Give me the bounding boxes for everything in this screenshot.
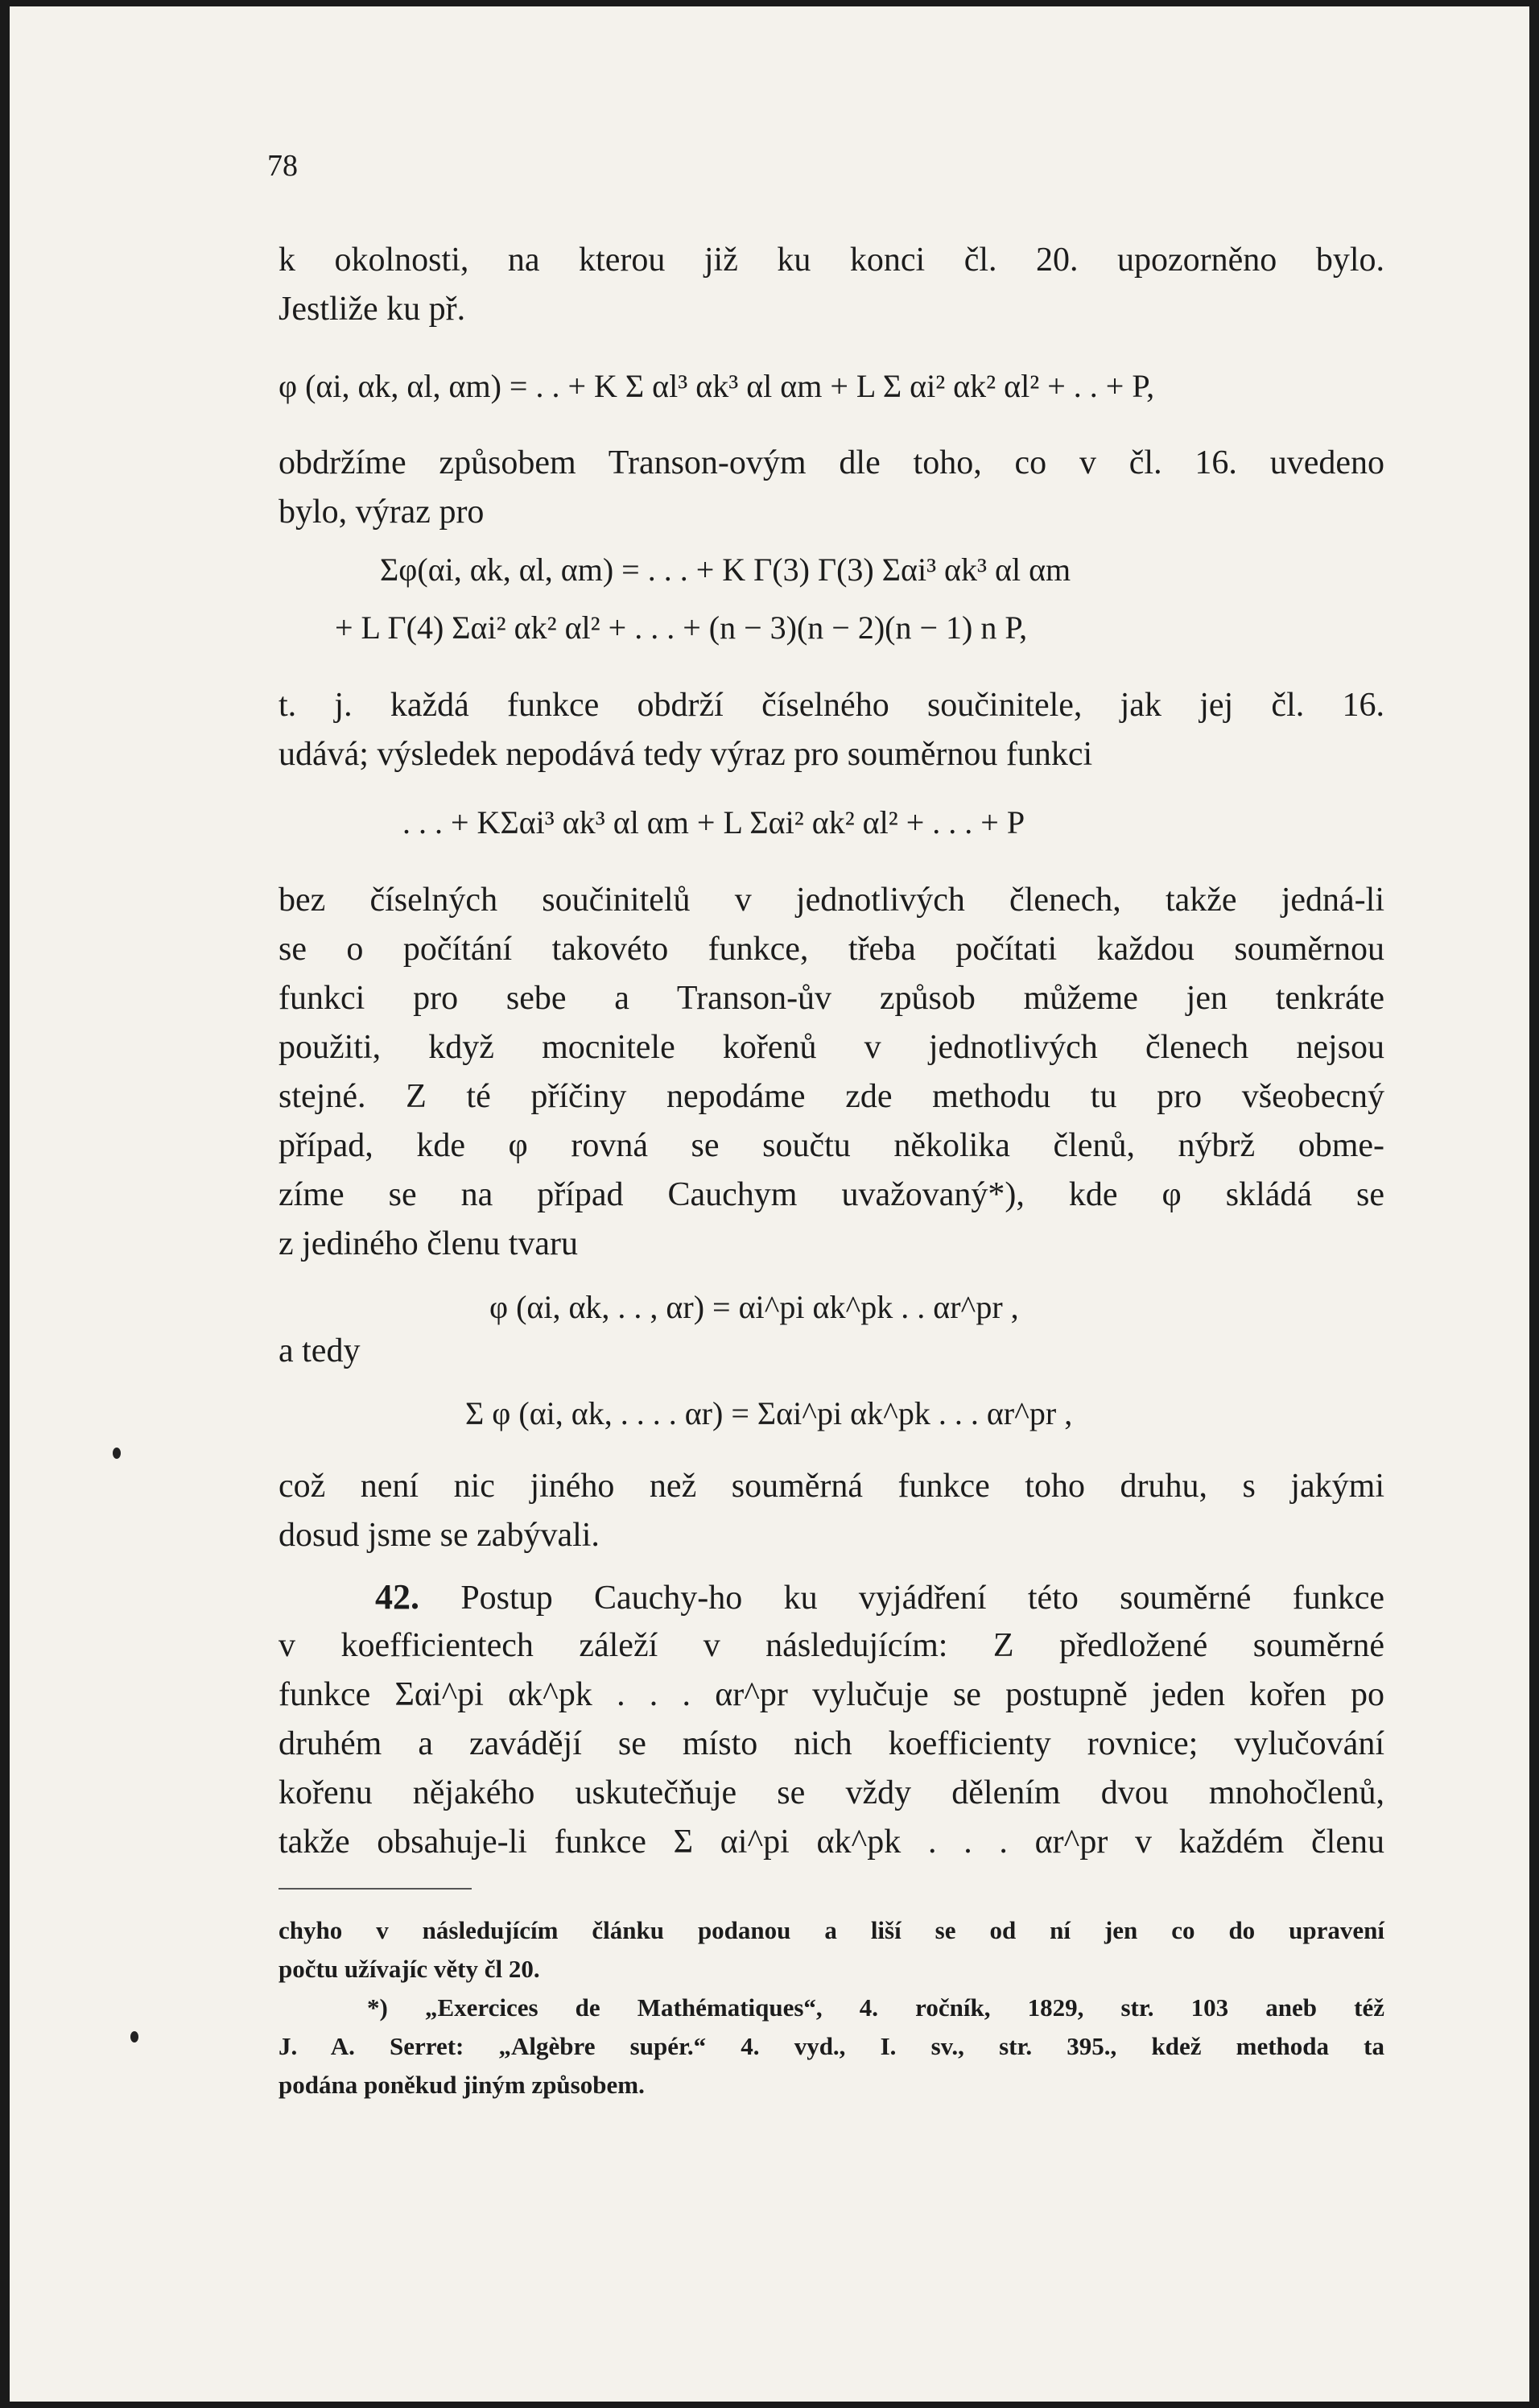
para4-line5: stejné. Z té příčiny nepodáme zde methodu tu pro všeobecný bbox=[279, 1078, 1384, 1115]
book-page bbox=[10, 6, 1529, 2402]
equation-2a: Σφ(αi, αk, αl, αm) = . . . + K Γ(3) Γ(3) Σαi³ αk³ αl αm bbox=[380, 551, 1071, 588]
para4-line7: zíme se na případ Cauchym uvažovaný*), kde φ skládá se bbox=[279, 1176, 1384, 1213]
ink-speck bbox=[130, 2031, 138, 2042]
para5-line2: dosud jsme se zabývali. bbox=[279, 1517, 600, 1554]
section-42-line2: v koefficientech záleží v následujícím: Z předložené souměrné bbox=[279, 1627, 1384, 1664]
equation-5: Σ φ (αi, αk, . . . . αr) = Σαi^pi αk^pk . . . αr^pr , bbox=[465, 1395, 1073, 1431]
para4-line6: případ, kde φ rovná se součtu několika členů, nýbrž obme- bbox=[279, 1127, 1384, 1164]
para5-line1: což není nic jiného než souměrná funkce toho druhu, s jakými bbox=[279, 1468, 1384, 1505]
footnote-line2: počtu užívajíc věty čl 20. bbox=[279, 1955, 540, 1983]
footnote-separator bbox=[279, 1888, 472, 1890]
section-42-line3: funkce Σαi^pi αk^pk . . . αr^pr vylučuje se postupně jeden kořen po bbox=[279, 1676, 1384, 1713]
para4-line3: funkci pro sebe a Transon-ův způsob můžeme jen tenkráte bbox=[279, 980, 1384, 1017]
section-42-line1 bbox=[279, 1572, 1384, 1623]
para3-line1: t. j. každá funkce obdrží číselného součinitele, jak jej čl. 16. bbox=[279, 687, 1384, 724]
para1-line1: k okolnosti, na kterou již ku konci čl. 20. upozorněno bylo. bbox=[279, 242, 1384, 279]
section-number: 42. bbox=[375, 1577, 419, 1617]
equation-4: φ (αi, αk, . . , αr) = αi^pi αk^pk . . αr^pr , bbox=[489, 1289, 1019, 1325]
a-tedy-label: a tedy bbox=[279, 1332, 361, 1369]
para3-line2: udává; výsledek nepodává tedy výraz pro souměrnou funkci bbox=[279, 736, 1093, 773]
para4-line8: z jediného členu tvaru bbox=[279, 1225, 579, 1262]
equation-3: . . . + KΣαi³ αk³ αl αm + L Σαi² αk² αl² + . . . + P bbox=[402, 804, 1025, 841]
section-42-line1-text: Postup Cauchy-ho ku vyjádření této souměrné funkce bbox=[460, 1580, 1385, 1617]
section-42-line6: takže obsahuje-li funkce Σ αi^pi αk^pk . . . αr^pr v každém členu bbox=[279, 1824, 1384, 1861]
section-42-line5: kořenu nějakého uskutečňuje se vždy dělením dvou mnohočlenů, bbox=[279, 1774, 1384, 1811]
ink-speck bbox=[113, 1448, 121, 1459]
footnote-line5: podána poněkud jiným způsobem. bbox=[279, 2071, 645, 2099]
equation-1 bbox=[279, 367, 1384, 405]
para4-line2: se o počítání takovéto funkce, třeba počítati každou souměrnou bbox=[279, 931, 1384, 968]
equation-2b: + L Γ(4) Σαi² αk² αl² + . . . + (n − 3)(n − 2)(n − 1) n P, bbox=[335, 609, 1028, 646]
footnote-line3: *) „Exercices de Mathématiques“, 4. ročník, 1829, str. 103 aneb též bbox=[367, 1993, 1384, 2022]
footnote-line1: chyho v následujícím článku podanou a liší se od ní jen co do upravení bbox=[279, 1916, 1384, 1944]
footnote-line4: J. A. Serret: „Algèbre supér.“ 4. vyd., I. sv., str. 395., kdež methoda ta bbox=[279, 2032, 1384, 2060]
para2-line1: obdržíme způsobem Transon-ovým dle toho, co v čl. 16. uvedeno bbox=[279, 444, 1384, 481]
para1-line2: Jestliže ku př. bbox=[279, 291, 466, 328]
section-42-line4: druhém a zavádějí se místo nich koefficienty rovnice; vylučování bbox=[279, 1725, 1384, 1762]
equation-1-text: φ (αi, αk, αl, αm) = . . + K Σ αl³ αk³ αl αm + L Σ αi² αk² αl² + . . + P, bbox=[279, 368, 1155, 404]
para4-line4: použiti, když mocnitele kořenů v jednotlivých členech nejsou bbox=[279, 1029, 1384, 1066]
para4-line1: bez číselných součinitelů v jednotlivých členech, takže jedná-li bbox=[279, 882, 1384, 919]
page-number: 78 bbox=[267, 149, 298, 183]
para2-line2: bylo, výraz pro bbox=[279, 494, 485, 531]
